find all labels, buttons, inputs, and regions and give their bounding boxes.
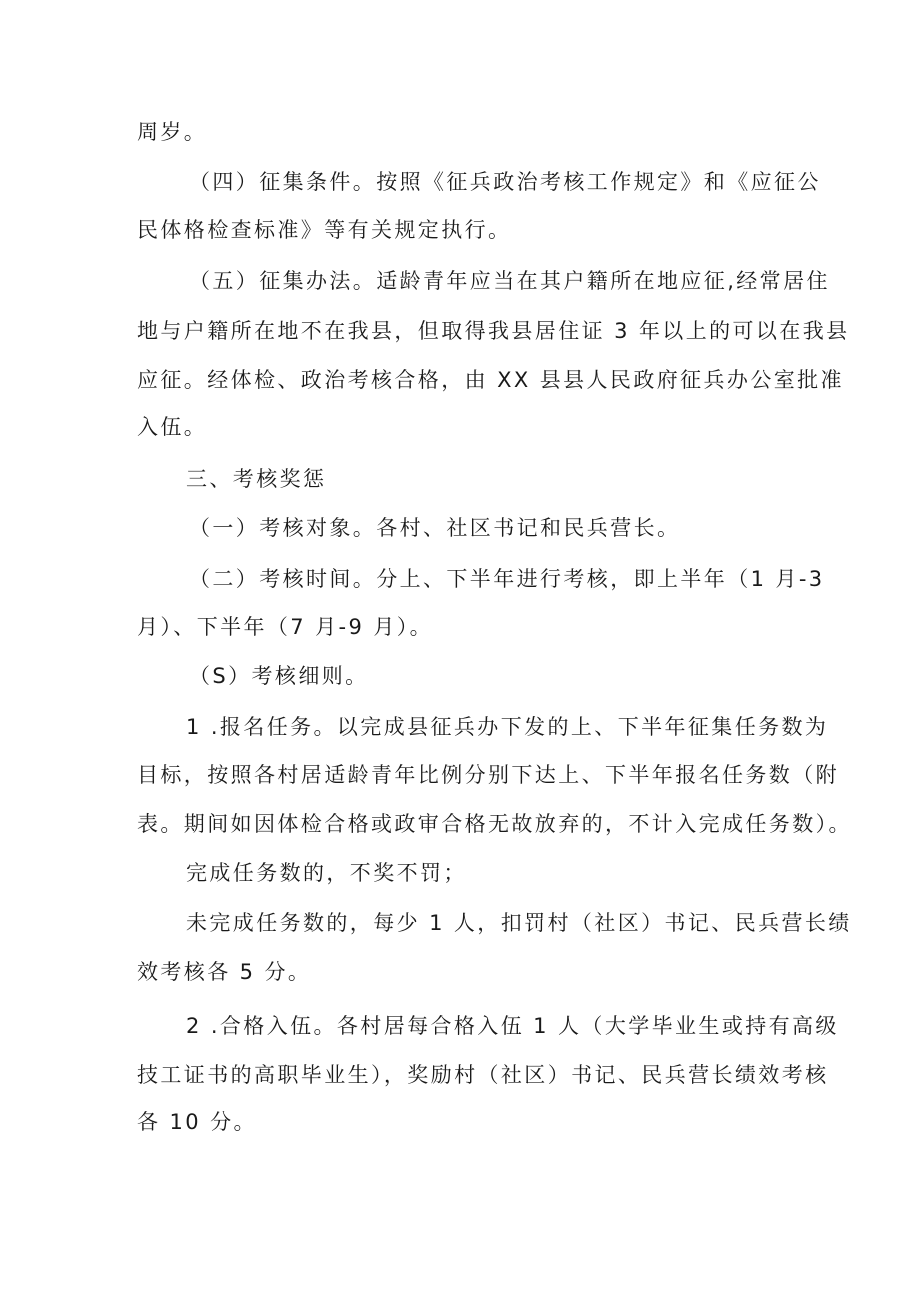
paragraph-registration: 1 .报名任务。以完成县征兵办下发的上、下半年征集任务数为 bbox=[186, 715, 829, 739]
paragraph-enlistment: 2 .合格入伍。各村居每合格入伍 1 人（大学毕业生或持有高级 bbox=[186, 1014, 839, 1038]
paragraph-conditions: （四）征集条件。按照《征兵政治考核工作规定》和《应征公 bbox=[189, 170, 821, 194]
text-line-continuation: 目标，按照各村居适龄青年比例分别下达上、下半年报名任务数（附 bbox=[137, 763, 839, 787]
text-line-continuation: 月）、下半年（7 月-9 月）。 bbox=[137, 615, 434, 639]
text-line-continuation: 入伍。 bbox=[137, 415, 208, 439]
text-line-continuation: 各 10 分。 bbox=[137, 1110, 257, 1134]
paragraph-complete: 完成任务数的，不奖不罚； bbox=[186, 861, 467, 885]
paragraph-target: （一）考核对象。各村、社区书记和民兵营长。 bbox=[189, 516, 681, 540]
text-line-continuation: 民体格检查标准》等有关规定执行。 bbox=[137, 218, 512, 242]
text-line-continuation: 表。期间如因体检合格或政审合格无故放弃的，不计入完成任务数）。 bbox=[137, 812, 852, 836]
text-line-continuation: 地与户籍所在地不在我县，但取得我县居住证 3 年以上的可以在我县 bbox=[137, 319, 850, 343]
paragraph-method: （五）征集办法。适龄青年应当在其户籍所在地应征,经常居住 bbox=[189, 269, 830, 293]
paragraph-incomplete: 未完成任务数的，每少 1 人，扣罚村（社区）书记、民兵营长绩 bbox=[186, 911, 852, 935]
paragraph-rules: （S）考核细则。 bbox=[189, 664, 369, 688]
text-line-continuation: 技工证书的高职毕业生），奖励村（社区）书记、民兵营长绩效考核 bbox=[137, 1063, 829, 1087]
text-line-continuation: 效考核各 5 分。 bbox=[137, 960, 312, 984]
text-line-continuation: 周岁。 bbox=[137, 120, 208, 144]
section-heading: 三、考核奖惩 bbox=[186, 467, 327, 491]
paragraph-time: （二）考核时间。分上、下半年进行考核，即上半年（1 月-3 bbox=[189, 567, 825, 591]
text-line-continuation: 应征。经体检、政治考核合格，由 XX 县县人民政府征兵办公室批准 bbox=[137, 368, 844, 392]
